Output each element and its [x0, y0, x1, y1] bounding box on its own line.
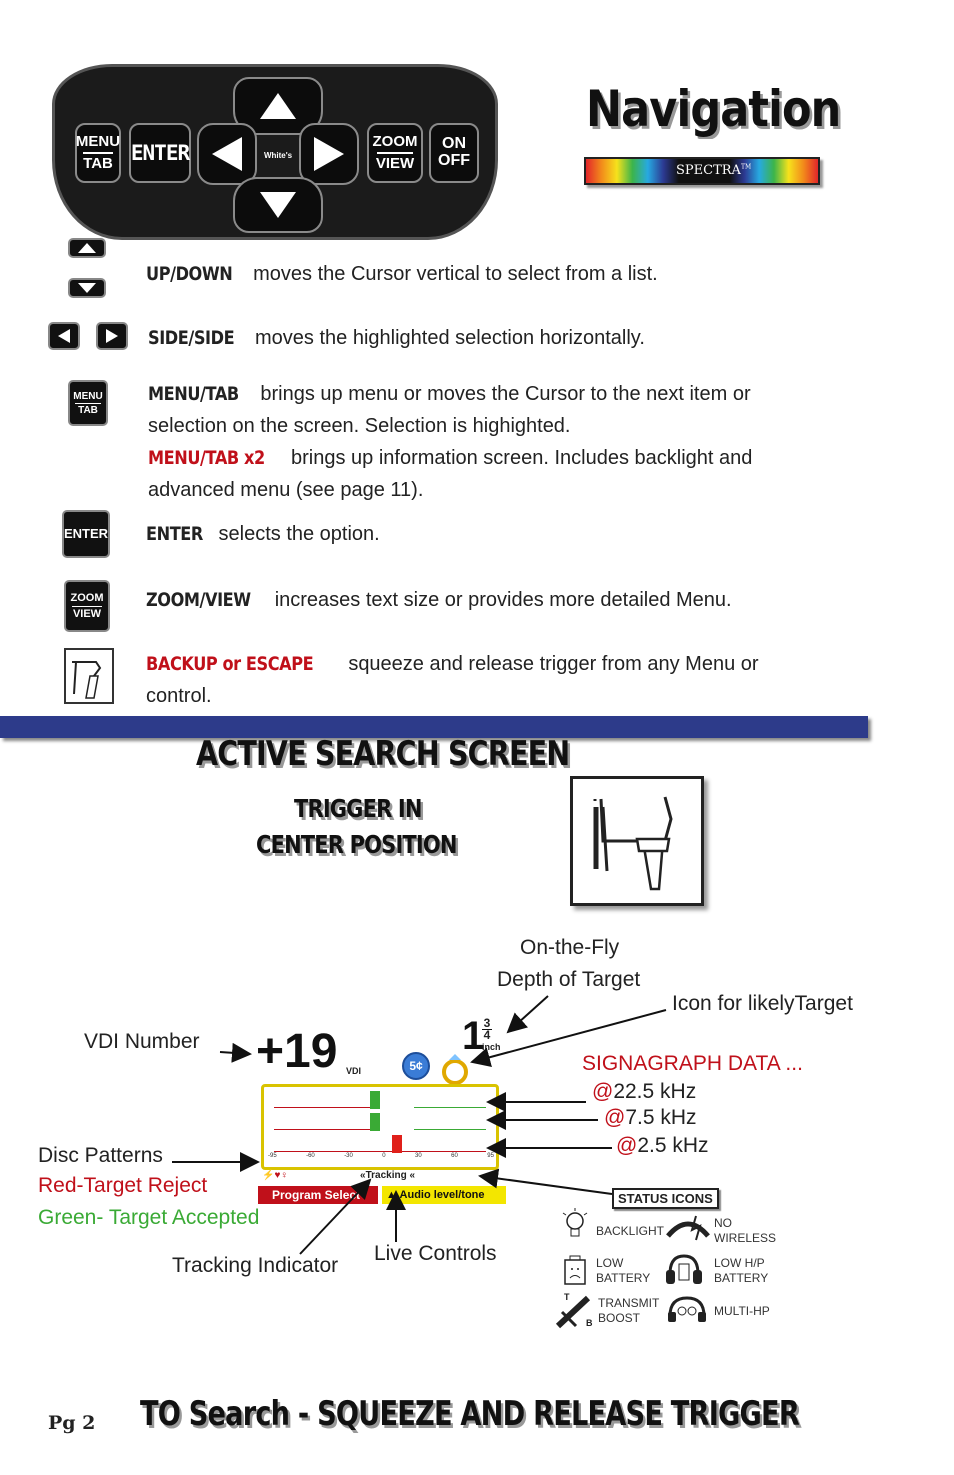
- multi-hp-icon: [666, 1294, 708, 1329]
- depth-of-target-label: Depth of Target: [497, 968, 641, 991]
- low-hp-battery-label: LOW H/P BATTERY: [714, 1256, 769, 1285]
- audio-control[interactable]: ▲ Audio level/tone: [382, 1186, 506, 1204]
- no-wireless-icon: [664, 1212, 712, 1247]
- backlight-label: BACKLIGHT: [596, 1224, 665, 1238]
- nav-item-enter: ENTER selects the option.: [146, 523, 380, 545]
- nav-item-menutab: MENU/TAB brings up menu or moves the Cursor to the next item or selection on the screen. Selection is highighted.: [148, 383, 751, 437]
- menu-key-label: MENU: [75, 133, 121, 151]
- zoom-view-key-icon: ZOOM VIEW: [64, 580, 110, 632]
- status-icons-title: STATUS ICONS: [612, 1188, 719, 1209]
- low-battery-icon: [562, 1254, 588, 1291]
- tracking-text: Tracking: [365, 1170, 407, 1181]
- icon-likely-target-label: Icon for likelyTarget: [672, 992, 853, 1015]
- depth-unit: inch: [482, 1042, 501, 1052]
- spectra-logo: SPECTRA™: [676, 163, 752, 178]
- freq-7-label: @7.5 kHz: [604, 1106, 697, 1129]
- disc-patterns-label: Disc Patterns: [38, 1144, 163, 1167]
- footer-slogan: TO Search - SQUEEZE AND RELEASE TRIGGER: [140, 1394, 799, 1434]
- nav-item-menutab-x2: MENU/TAB x2 brings up information screen. Includes backlight and advanced menu (see page 11).: [148, 447, 753, 501]
- nav-item-zoomview: ZOOM/VIEW increases text size or provides more detailed Menu.: [146, 589, 732, 611]
- signagraph-label: SIGNAGRAPH DATA ...: [582, 1052, 803, 1075]
- on-off-key[interactable]: ON OFF: [429, 123, 479, 183]
- lightbulb-icon: [560, 1208, 590, 1247]
- zoom-view-key[interactable]: ZOOM VIEW: [367, 123, 423, 183]
- nav-item-sideside: SIDE/SIDE moves the highlighted selection horizontally.: [148, 327, 645, 349]
- section-title: ACTIVE SEARCH SCREEN: [196, 734, 570, 774]
- vdi-value: +19: [256, 1025, 338, 1078]
- no-wireless-label: NO WIRELESS: [714, 1216, 777, 1245]
- nav-item-updown: UP/DOWN moves the Cursor vertical to select from a list.: [146, 263, 658, 285]
- brand-center: White's: [263, 150, 293, 160]
- freq-22-label: @22.5 kHz: [592, 1080, 697, 1103]
- backlight-small-icon: ⚡♥♀: [262, 1170, 288, 1181]
- tracking-indicator-strip: ⚡♥♀ «Tracking «: [262, 1170, 416, 1181]
- red-target-reject-label: Red-Target Reject: [38, 1174, 208, 1197]
- green-target-accepted-label: Green- Target Accepted: [38, 1206, 260, 1229]
- enter-key-icon: ENTER: [62, 510, 110, 558]
- program-select-control[interactable]: Program Select: [258, 1186, 378, 1204]
- on-the-fly-label: On-the-Fly: [520, 936, 620, 959]
- menu-tab-key-icon: MENU TAB: [68, 380, 108, 426]
- vdi-unit: VDI: [346, 1066, 362, 1076]
- depth-fraction: 3 4: [483, 1016, 491, 1042]
- transmit-boost-icon: T B: [552, 1292, 596, 1332]
- freq-2-label: @2.5 kHz: [616, 1134, 709, 1157]
- depth-readout: 1: [462, 1014, 485, 1058]
- lcd-scale: -95 -60 -30 0 30 60 95: [268, 1153, 494, 1159]
- transmit-boost-label: TRANSMIT BOOST: [598, 1296, 660, 1325]
- up-arrow-icon: ▲: [386, 1189, 397, 1201]
- page-number: Pg 2: [48, 1412, 96, 1434]
- low-battery-label: LOW BATTERY: [596, 1256, 651, 1285]
- nav-item-backup: BACKUP or ESCAPE squeeze and release trigger from any Menu or control.: [146, 653, 759, 707]
- trigger-line2: CENTER POSITION: [256, 830, 457, 859]
- tab-key-label: TAB: [83, 155, 113, 172]
- multi-hp-label: MULTI-HP: [714, 1304, 770, 1318]
- coin-icon: 5¢: [402, 1052, 430, 1080]
- enter-key[interactable]: ENTER: [129, 123, 191, 183]
- live-controls-label: Live Controls: [374, 1242, 497, 1265]
- tracking-indicator-label: Tracking Indicator: [172, 1254, 339, 1277]
- headphone-battery-icon: [664, 1252, 704, 1291]
- page-title: Navigation: [586, 80, 841, 138]
- trigger-line1: TRIGGER IN: [294, 794, 422, 823]
- vdi-number-label: VDI Number: [84, 1030, 200, 1053]
